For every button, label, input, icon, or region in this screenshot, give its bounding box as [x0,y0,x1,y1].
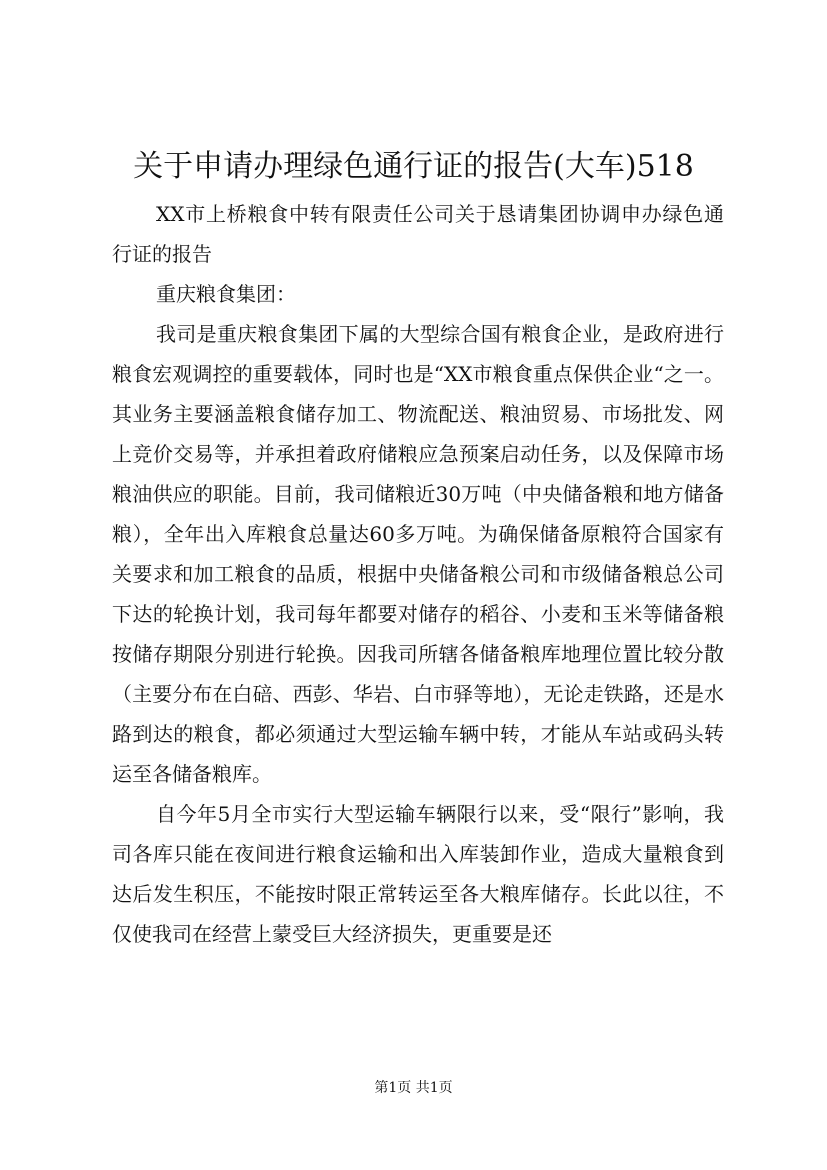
paragraph-salutation: 重庆粮食集团： [156,282,296,306]
paragraph-restriction-impact: 自今年5月全市实行大型运输车辆限行以来，受“限行”影响，我司各库只能在夜间进行粮食运输和出入库装卸作业，造成大量粮食到达后发生积压，不能按时限正常转运至各大粮库储存。长此以往，不仅使我司在经营上蒙受巨大经济损失，更重要是还 [112,802,724,946]
document-title: 关于申请办理绿色通行证的报告(大车)518 [133,149,694,184]
paragraph-subject: XX市上桥粮食中转有限责任公司关于恳请集团协调申办绿色通行证的报告 [112,202,724,266]
page-footer: 第1页 共1页 [374,1080,453,1096]
document-body [112,194,724,954]
paragraph-company-intro: 我司是重庆粮食集团下属的大型综合国有粮食企业，是政府进行粮食宏观调控的重要载体，同时也是“XX市粮食重点保供企业“之一。其业务主要涵盖粮食储存加工、物流配送、粮油贸易、市场批发、网上竞价交易等，并承担着政府储粮应急预案启动任务，以及保障市场粮油供应的职能。目前，我司储粮近30万吨（中央储备粮和地方储备粮），全年出入库粮食总量达60多万吨。为确保储备原粮符合国家有关要求和加工粮食的品质，根据中央储备粮公司和市级储备粮总公司下达的轮换计划，我司每年都要对储存的稻谷、小麦和玉米等储备粮按储存期限分别进行轮换。因我司所辖各储备粮库地理位置比较分散（主要分布在白碚、西彭、华岩、白市驿等地），无论走铁路，还是水路到达的粮食，都必须通过大型运输车辆中转，才能从车站或码头转运至各储备粮库。 [112,322,724,786]
